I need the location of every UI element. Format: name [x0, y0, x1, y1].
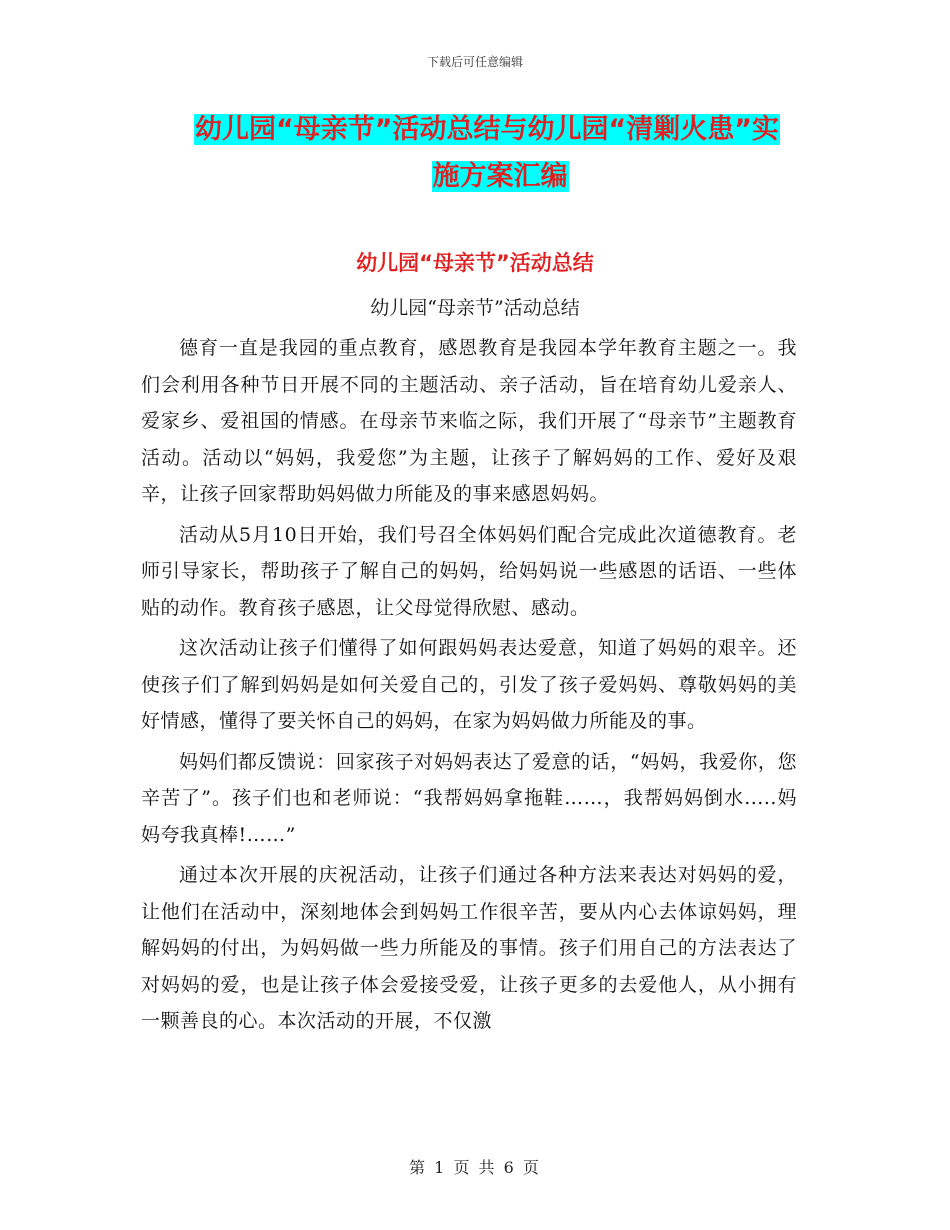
document-title-line-2 — [194, 153, 806, 200]
document-body — [141, 330, 797, 1044]
document-title — [194, 106, 806, 200]
document-title-line-1 — [194, 106, 806, 153]
body-paragraph: 妈妈们都反馈说：回家孩子对妈妈表达了爱意的话，“妈妈，我爱你，您辛苦了”。孩子们也和老师说：“我帮妈妈拿拖鞋……，我帮妈妈倒水.....妈妈夸我真棒!……” — [141, 750, 797, 846]
title-highlight-2: 施方案汇编 — [432, 161, 568, 192]
page-footer: 第 1 页 共 6 页 — [409, 1158, 541, 1177]
body-paragraph: 德育一直是我园的重点教育，感恩教育是我园本学年教育主题之一。我们会利用各种节日开展不同的主题活动、亲子活动，旨在培育幼儿爱亲人、爱家乡、爱祖国的情感。在母亲节来临之际，我们开展了“母亲节”主题教育活动。活动以“妈妈，我爱您”为主题，让孩子了解妈妈的工作、爱好及艰辛，让孩子回家帮助妈妈做力所能及的事来感恩妈妈。 — [141, 337, 797, 505]
title-highlight-1: 幼儿园“母亲节”活动总结与幼儿园“清剿火患”实 — [195, 114, 779, 145]
body-paragraph: 通过本次开展的庆祝活动，让孩子们通过各种方法来表达对妈妈的爱，让他们在活动中，深刻地体会到妈妈工作很辛苦，要从内心去体谅妈妈，理解妈妈的付出，为妈妈做一些力所能及的事情。孩子们用自己的方法表达了对妈妈的爱，也是让孩子体会爱接受爱，让孩子更多的去爱他人，从小拥有一颗善良的心。本次活动的开展，不仅激 — [141, 864, 797, 1032]
section-subtitle: 幼儿园“母亲节”活动总结 — [370, 297, 580, 319]
body-paragraph: 活动从5月10日开始，我们号召全体妈妈们配合完成此次道德教育。老师引导家长，帮助孩子了解自己的妈妈，给妈妈说一些感恩的话语、一些体贴的动作。教育孩子感恩，让父母觉得欣慰、感动。 — [141, 523, 797, 619]
section-heading: 幼儿园“母亲节”活动总结 — [356, 251, 594, 275]
header-note: 下载后可任意编辑 — [426, 55, 523, 69]
body-paragraph: 这次活动让孩子们懂得了如何跟妈妈表达爱意，知道了妈妈的艰辛。还使孩子们了解到妈妈是如何关爱自己的，引发了孩子爱妈妈、尊敬妈妈的美好情感，懂得了要关怀自己的妈妈，在家为妈妈做力所能及的事。 — [141, 637, 797, 732]
